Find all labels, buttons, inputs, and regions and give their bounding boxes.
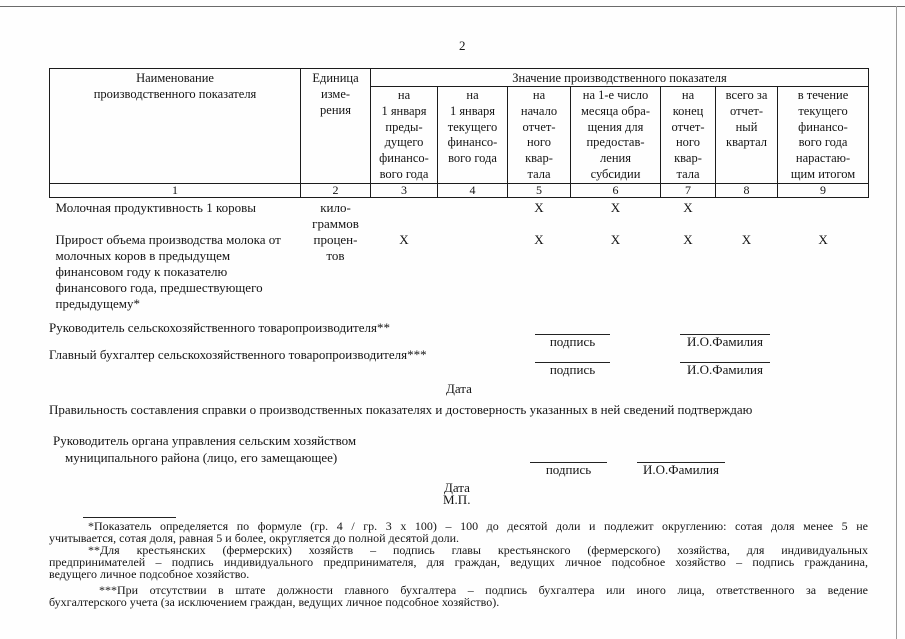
- column-number-1: 1: [50, 183, 301, 197]
- footnote-separator: [83, 517, 176, 518]
- header-col-6: на 1-е число месяца обра- щения для предостав- ления субсидии: [571, 87, 661, 184]
- producer-head-title: Руководитель сельскохозяйственного товаропроизводителя**: [49, 320, 390, 335]
- row-value-col-9: [778, 197, 869, 232]
- footnote-line: **Для крестьянских (фермерских) хозяйств – подпись главы крестьянского (фермерского) хозяйства, для индивидуальных: [88, 543, 868, 557]
- row-unit: процен- тов: [313, 231, 358, 263]
- row-value-col-4: [438, 197, 508, 232]
- table-row: [50, 197, 869, 232]
- row-unit: кило- граммов: [312, 199, 359, 231]
- column-number-6: 6: [571, 183, 661, 197]
- header-col-8: всего за отчет- ный квартал: [716, 87, 778, 184]
- authority-date-label: Дата: [444, 480, 470, 495]
- authority-title-line-2: муниципального района (лицо, его замещающее): [65, 450, 338, 465]
- seal-label: М.П.: [443, 492, 471, 507]
- row-value-col-4: [438, 232, 508, 312]
- column-number-7: 7: [661, 183, 716, 197]
- row-value-col-5: X: [534, 231, 544, 247]
- row-value-col-6: X: [610, 231, 621, 247]
- footnote-line: ***При отсутствии в штате должности главного бухгалтера – подпись бухгалтера или иного лица, ответственного за ведение: [99, 583, 868, 597]
- row-value-col-3: [371, 197, 438, 232]
- row-value-col-5: X: [534, 199, 544, 215]
- footnote-1: [49, 520, 868, 544]
- name-label: И.О.Фамилия: [687, 334, 763, 349]
- header-col-9: в течение текущего финансо- вого года нарастаю- щим итогом: [778, 87, 869, 184]
- footnote-line: бухгалтерского учета (за исключением граждан, ведущих личное подсобное хозяйство).: [49, 595, 500, 609]
- authority-title-line-1: Руководитель органа управления сельским хозяйством: [53, 433, 357, 448]
- column-number-row: [50, 183, 869, 197]
- table-row: [50, 232, 869, 312]
- header-indicator-name: Наименование производственного показателя: [50, 69, 301, 184]
- signature-label: подпись: [545, 462, 592, 477]
- header-unit: Единица изме- рения: [301, 69, 371, 184]
- row-value-col-6: X: [610, 199, 621, 215]
- name-label: И.О.Фамилия: [687, 362, 763, 377]
- row-indicator-name: Прирост объема производства молока от молочных коров в предыдущем финансовом году к показателю финансового года, предшествующего предыдущему*: [55, 231, 281, 311]
- row-value-col-7: X: [683, 231, 693, 247]
- header-row: [50, 69, 869, 87]
- scan-edge-right: [896, 6, 897, 639]
- footnote-3: [49, 584, 868, 608]
- chief-accountant-title: Главный бухгалтер сельскохозяйственного товаропроизводителя***: [49, 347, 427, 362]
- footnote-line: *Показатель определяется по формуле (гр. 4 / гр. 3 х 100) – 100 до десятой доли и подлежит округлению: сотая доля менее 5 не: [88, 519, 868, 533]
- row-value-col-8: X: [741, 231, 752, 247]
- column-number-5: 5: [508, 183, 571, 197]
- chief-accountant-name-line: [680, 362, 770, 377]
- signature-label: подпись: [549, 362, 596, 377]
- indicators-table: [49, 68, 869, 312]
- signature-label: подпись: [549, 334, 596, 349]
- producer-head-name-line: [680, 334, 770, 349]
- producer-head-signature-line: [535, 334, 610, 349]
- header-col-7: на конец отчет- ного квар- тала: [661, 87, 716, 184]
- chief-accountant-signature-line: [535, 362, 610, 377]
- header-value-group: Значение производственного показателя: [371, 69, 869, 87]
- footnote-line: ведущего личное подсобное хозяйство.: [49, 567, 250, 581]
- page-number: 2: [459, 38, 466, 53]
- authority-name-line: [637, 462, 725, 477]
- scan-edge-top: [0, 6, 905, 7]
- row-value-col-7: X: [683, 199, 693, 215]
- footnote-line: учитывается, сотая доля, равная 5 и более, округляется до полной десятой доли.: [49, 531, 459, 545]
- column-number-2: 2: [301, 183, 371, 197]
- column-number-9: 9: [778, 183, 869, 197]
- header-col-4: на 1 января текущего финансо- вого года: [438, 87, 508, 184]
- column-number-3: 3: [371, 183, 438, 197]
- column-number-8: 8: [716, 183, 778, 197]
- header-col-5: на начало отчет- ного квар- тала: [508, 87, 571, 184]
- name-label: И.О.Фамилия: [643, 462, 719, 477]
- row-value-col-9: X: [818, 231, 828, 247]
- authority-signature-line: [530, 462, 607, 477]
- row-value-col-3: X: [399, 231, 409, 247]
- footnote-line: предпринимателей – подпись индивидуального предпринимателя, для граждан, ведущих личное подсобное хозяйство – подпись гражданина,: [49, 555, 868, 569]
- row-value-col-8: [716, 197, 778, 232]
- column-number-4: 4: [438, 183, 508, 197]
- date-label: Дата: [446, 381, 472, 396]
- row-indicator-name: Молочная продуктивность 1 коровы: [55, 199, 257, 215]
- confirmation-text: Правильность составления справки о производственных показателях и достоверность указанных в ней сведений подтверждаю: [49, 402, 753, 417]
- footnote-2: [49, 544, 868, 580]
- header-col-3: на 1 января преды- дущего финансо- вого года: [371, 87, 438, 184]
